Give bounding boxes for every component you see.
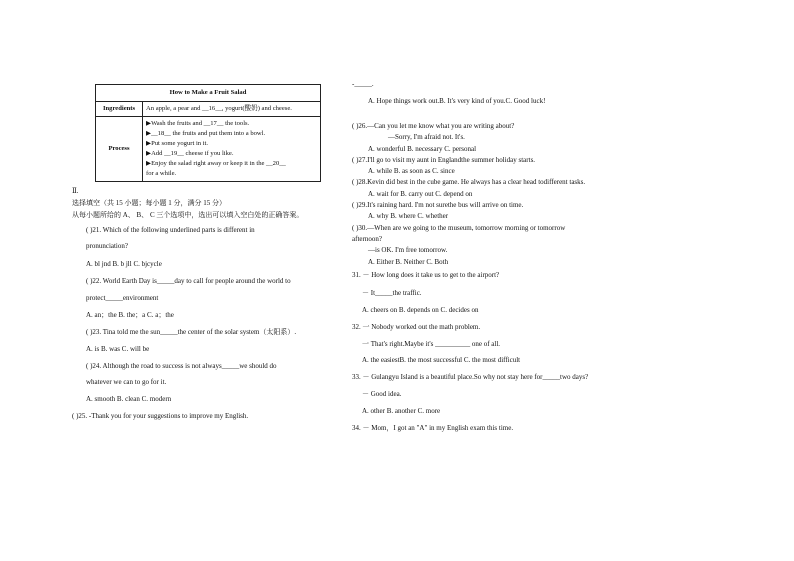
question-line: 32. 一 Nobody worked out the math problem. — [352, 323, 481, 331]
options-line: A. is B. was C. will be — [86, 345, 150, 353]
question-line: － It_____the traffic. — [362, 289, 422, 297]
section-title: 选择填空（共 15 小题；每小题 1 分，满分 15 分） — [72, 199, 226, 207]
process-label: Process — [96, 117, 143, 182]
options-line: A. wonderful B. necessary C. personal — [368, 145, 477, 153]
question-line: 31. － How long does it take us to get to the airport? — [352, 271, 500, 279]
answer-blank: -_____. — [352, 80, 374, 88]
process-step: ▶Enjoy the salad right away or keep it in the __20__ — [146, 160, 286, 167]
question-line: 33. － Gulangyu Island is a beautiful place.So why not stay here for_____two days? — [352, 373, 589, 381]
options-line: A. bl jnd B. b jll C. bjcycle — [86, 260, 162, 268]
question-line: protect_____environment — [86, 294, 159, 302]
ingredients-text: An apple, a pear and __16__, yogurt(酸奶) and cheese. — [143, 102, 321, 117]
question-line: ( )27.I'll go to visit my aunt in Englandthe summer holiday starts. — [352, 156, 536, 164]
section-number: Ⅱ. — [72, 187, 79, 195]
question-line: —is OK. I'm free tomorrow. — [368, 246, 448, 254]
question-line: afternoon? — [352, 235, 382, 243]
recipe-table — [95, 84, 321, 182]
section-instruction: 从每小题所给的 A、 B、 C 三个选项中，选出可以填入空白处的正确答案。 — [72, 211, 304, 219]
question-line: pronunciation? — [86, 242, 128, 250]
question-line: ( )29.It's raining hard. I'm not surethe bus will arrive on time. — [352, 201, 524, 209]
options-line: A. cheers on B. depends on C. decides on — [362, 306, 479, 314]
question-line: 一 That's right.Maybe it's __________ one of all. — [362, 340, 501, 348]
process-step: ▶Wash the fruits and __17__ the tools. — [146, 120, 250, 127]
options-line: A. the easiestB. the most successful C. the most difficult — [362, 356, 521, 364]
question-line: ( )23. Tina told me the sun_____the center of the solar system（太阳系）. — [86, 328, 297, 336]
question-line: whatever we can to go for it. — [86, 378, 167, 386]
process-step: for a while. — [146, 170, 177, 177]
process-step: ▶Add __19__ cheese if you like. — [146, 150, 234, 157]
options-line: A. why B. where C. whether — [368, 212, 449, 220]
question-line: —Sorry, I'm afraid not. It's. — [388, 133, 465, 141]
question-line: ( )30.—When are we going to the museum, tomorrow morning or tomorrow — [352, 224, 566, 232]
question-line: ( )24. Although the road to success is not always_____we should do — [86, 362, 277, 370]
recipe-title: How to Make a Fruit Salad — [96, 85, 321, 102]
question-line: ( )21. Which of the following underlined parts is different in — [86, 226, 255, 234]
options-line: A. an；the B. the；a C. a；the — [86, 311, 174, 319]
question-line: － Good idea. — [362, 390, 402, 398]
process-step: ▶Put some yogurt in it. — [146, 140, 209, 147]
question-line: ( )22. World Earth Day is_____day to call for people around the world to — [86, 277, 291, 285]
ingredients-label: Ingredients — [96, 102, 143, 117]
options-line: A. Hope things work out.B. It's very kind of you.C. Good luck! — [368, 97, 546, 105]
process-step: ▶__18__ the fruits and put them into a bowl. — [146, 130, 266, 137]
options-line: A. Either B. Neither C. Both — [368, 258, 449, 266]
question-line: ( )28.Kevin did best in the cube game. He always has a clear head todifferent tasks. — [352, 178, 586, 186]
question-line: ( )25. -Thank you for your suggestions to improve my English. — [72, 412, 249, 420]
options-line: A. wait for B. carry out C. depend on — [368, 190, 473, 198]
question-line: ( )26.—Can you let me know what you are writing about? — [352, 122, 515, 130]
process-steps — [143, 117, 321, 182]
question-line: 34. － Mom，I got an "A" in my English exam this time. — [352, 424, 514, 432]
options-line: A. other B. another C. more — [362, 407, 441, 415]
options-line: A. smooth B. clean C. modern — [86, 395, 172, 403]
options-line: A. while B. as soon as C. since — [368, 167, 455, 175]
